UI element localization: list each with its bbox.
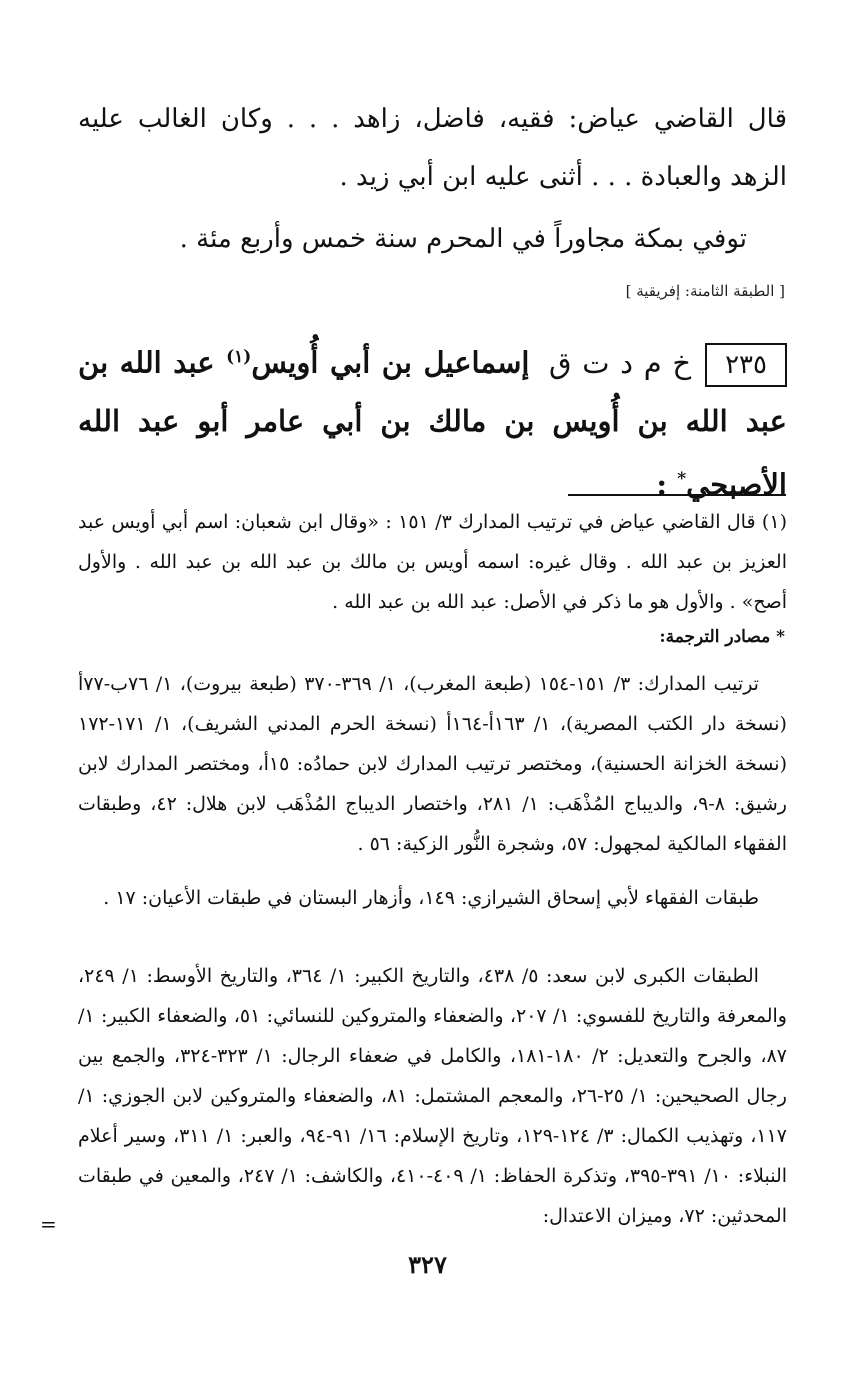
sources-text-3: الطبقات الكبرى لابن سعد: ٥/ ٤٣٨، والتاريخ الكبير: ١/ ٣٦٤، والتاريخ الأوسط: ١/ ٢٤٩، والمعرفة والتاريخ للفسوي: ١/ ٢٠٧، والضعفاء والمتروكين للنسائي: ٥١، والضعفاء الكبير: ١/ ٨٧، والجرح والتعديل: ٢/ ١٨٠-١٨١، والكامل في ضعفاء الرجال: ١/ ٣٢٣-٣٢٤، والجمع بين رجال الصحيحين: ١/ ٢٥-٢٦، والمعجم المشتمل: ٨١، والضعفاء والمتروكين لابن الجوزي: ١/ ١١٧، وتهذيب الكمال: ٣/ ١٢٤-١٢٩، وتاريخ الإسلام: ١٦/ ٩١-٩٤، والعبر: ١/ ٣١١، وسير أعلام النبلاء: ١٠/ ٣٩١-٣٩٥، وتذكرة الحفاظ: ١/ ٤٠٩-٤١٠، والكاشف: ١/ ٢٤٧، والمعين في طبقات المحدثين: ٧٢، وميزان الاعتدال: bbox=[78, 965, 788, 1227]
entry-name-part2: عبد الله بن عبد الله بن أُويس بن مالك بن أبي عامر أبو عبد الله الأصبحي bbox=[78, 345, 787, 502]
page-number: ٣٢٧ bbox=[408, 1250, 447, 1279]
sources-group-3 bbox=[78, 956, 787, 1236]
body-paragraph-2: توفي بمكة مجاوراً في المحرم سنة خمس وأربع مئة . bbox=[179, 224, 747, 254]
biography-entry-heading bbox=[78, 328, 787, 513]
tabaqa-note: [ الطبقة الثامنة: إفريقية ] bbox=[625, 282, 785, 300]
footnote-ref: (١) bbox=[226, 347, 252, 367]
entry-number-box: ٢٣٥ bbox=[705, 343, 787, 387]
footnote-1: (١) قال القاضي عياض في ترتيب المدارك ٣/ ١٥١ : «وقال ابن شعبان: اسم أبي أويس عبد العزيز بن عبد الله . وقال غيره: اسمه أويس بن مالك بن عبد الله بن عبد الله . والأول أصح» . والأول هو ما ذكر في الأصل: عبد الله بن عبد الله . bbox=[78, 511, 787, 613]
entry-name-part1: إسماعيل بن أبي أُويس bbox=[251, 345, 530, 380]
sources-star: * bbox=[677, 468, 687, 489]
sources-heading: * مصادر الترجمة: bbox=[659, 627, 785, 647]
sources-group-2 bbox=[78, 878, 787, 918]
continuation-mark: = bbox=[40, 1212, 57, 1236]
sources-text-2: طبقات الفقهاء لأبي إسحاق الشيرازي: ١٤٩، وأزهار البستان في طبقات الأعيان: ١٧ . bbox=[103, 887, 759, 909]
sources-text-1: ترتيب المدارك: ٣/ ١٥١-١٥٤ (طبعة المغرب)، ١/ ٣٦٩-٣٧٠ (طبعة بيروت)، ١/ ٧٦ب-٧٧أ (نسخة دار الكتب المصرية)، ١/ ١٦٣أ-١٦٤أ (نسخة الحرم المدني الشريف)، ١/ ١٧١-١٧٢ (نسخة الخزانة الحسنية)، ومختصر ترتيب المدارك لابن حمادُه: ١٥أ، ومختصر المدارك لابن رشيق: ٨-٩، والديباج المُذْهَب: ١/ ٢٨١، واختصار الديباج المُذْهَب لابن هلال: ٤٢، وطبقات الفقهاء المالكية لمجهول: ٥٧، وشجرة النُّور الزكية: ٥٦ . bbox=[78, 673, 787, 855]
sources-group-1 bbox=[78, 664, 787, 864]
entry-end-punct: : bbox=[656, 467, 678, 502]
entry-codes: خ م د ت ق bbox=[549, 345, 692, 380]
body-paragraph-1: قال القاضي عياض: فقيه، فاضل، زاهد . . . وكان الغالب عليه الزهد والعبادة . . . أثنى عليه ابن أبي زيد . bbox=[78, 104, 787, 192]
footnote-rule bbox=[568, 494, 786, 496]
